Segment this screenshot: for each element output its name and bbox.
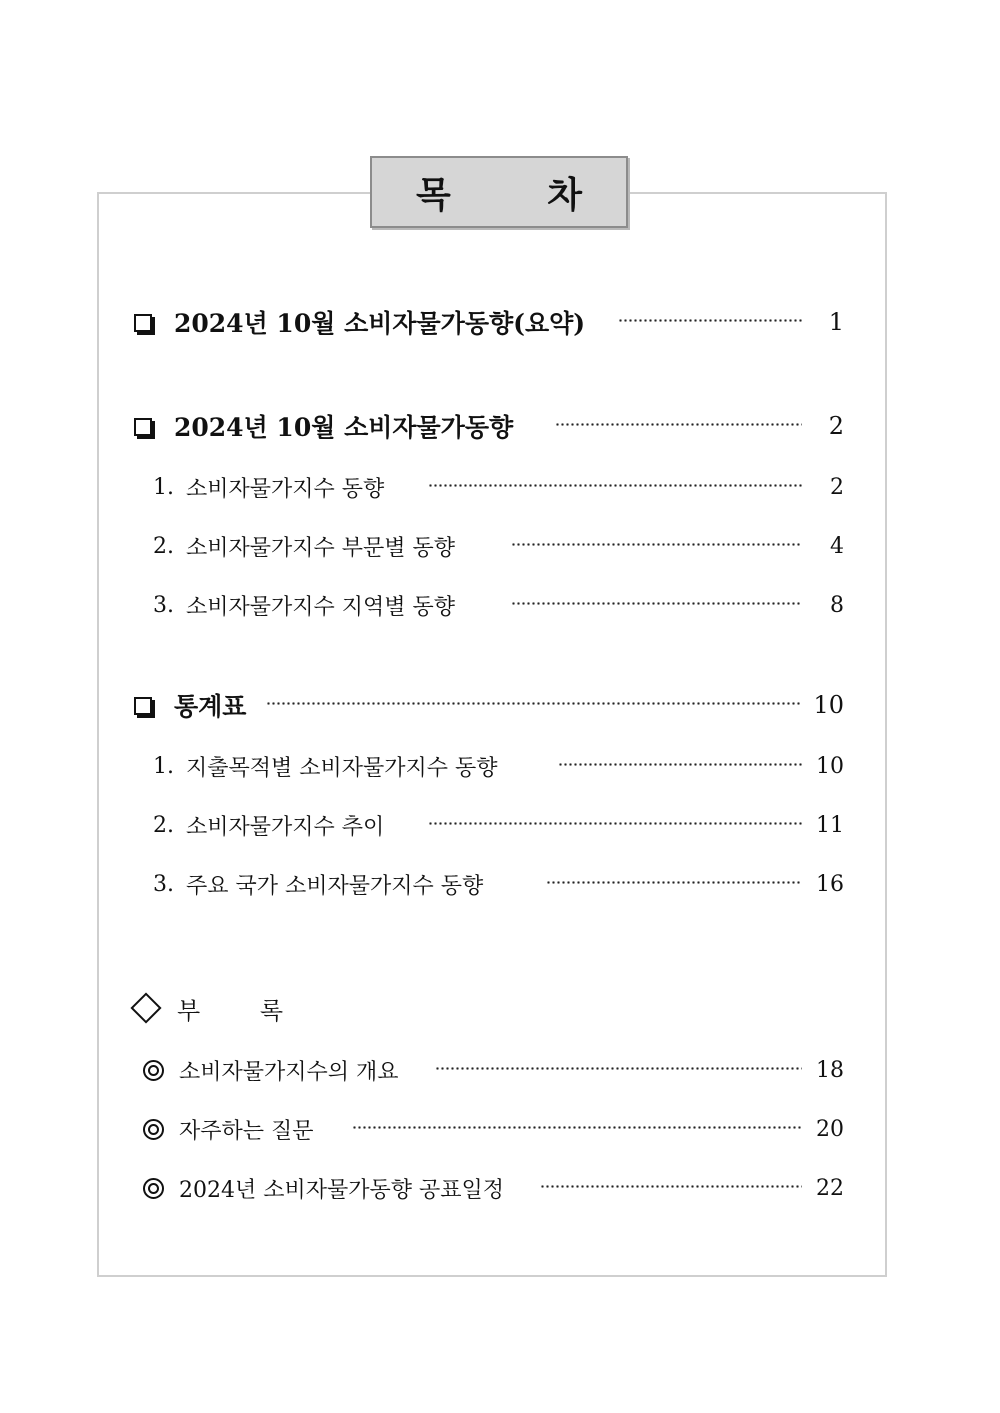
square-bullet-icon — [134, 697, 152, 715]
dot-leader — [352, 1126, 802, 1129]
dot-leader — [546, 881, 802, 884]
dot-leader — [540, 1185, 802, 1188]
page-number: 16 — [816, 871, 844, 897]
item-number: 3. — [153, 871, 174, 897]
page-number: 11 — [816, 812, 844, 838]
toc-item[interactable] — [0, 585, 1000, 625]
item-title: 2024년 소비자물가동향 공표일정 — [179, 1177, 504, 1203]
toc-section-tables[interactable] — [0, 685, 1000, 725]
toc-item[interactable] — [0, 805, 1000, 845]
appendix-label: 부 록 — [177, 996, 309, 1025]
dot-leader — [428, 822, 802, 825]
page-number: 4 — [830, 533, 844, 559]
appendix-heading — [130, 988, 309, 1028]
item-number: 1. — [153, 474, 174, 500]
item-number: 3. — [153, 592, 174, 618]
dot-leader — [555, 423, 802, 426]
page-number: 2 — [830, 474, 844, 500]
dot-leader — [558, 763, 802, 766]
item-number: 2. — [153, 533, 174, 559]
dot-leader — [266, 702, 802, 705]
section-title: 2024년 10월 소비자물가동향(요약) — [174, 309, 586, 338]
page-number: 8 — [830, 592, 844, 618]
double-circle-icon — [143, 1119, 164, 1140]
page-number: 20 — [816, 1116, 844, 1142]
page-number: 10 — [816, 753, 844, 779]
page-number: 22 — [816, 1175, 844, 1201]
toc-item[interactable] — [0, 746, 1000, 786]
item-title: 자주하는 질문 — [179, 1118, 314, 1144]
dot-leader — [435, 1067, 802, 1070]
dot-leader — [618, 319, 802, 322]
toc-title: 목 차 — [415, 174, 625, 216]
toc-item[interactable] — [0, 467, 1000, 507]
toc-title-box — [370, 156, 628, 228]
double-circle-icon — [143, 1060, 164, 1081]
item-number: 2. — [153, 812, 174, 838]
square-bullet-icon — [134, 418, 152, 436]
item-title: 소비자물가지수 부문별 동향 — [186, 535, 456, 561]
page-number: 2 — [828, 412, 844, 440]
toc-item[interactable] — [0, 526, 1000, 566]
dot-leader — [511, 602, 802, 605]
section-title: 통계표 — [174, 692, 247, 721]
item-title: 소비자물가지수 지역별 동향 — [186, 594, 456, 620]
page-number: 1 — [828, 308, 844, 336]
toc-item[interactable] — [0, 864, 1000, 904]
double-circle-icon — [143, 1178, 164, 1199]
appendix-item[interactable] — [0, 1168, 1000, 1208]
item-title: 소비자물가지수 동향 — [186, 476, 385, 502]
dot-leader — [511, 543, 802, 546]
appendix-item[interactable] — [0, 1109, 1000, 1149]
item-number: 1. — [153, 753, 174, 779]
toc-section-trend[interactable] — [0, 406, 1000, 446]
page-number: 18 — [816, 1057, 844, 1083]
dot-leader — [428, 484, 802, 487]
item-title: 소비자물가지수 추이 — [186, 814, 385, 840]
item-title: 소비자물가지수의 개요 — [179, 1059, 399, 1085]
item-title: 지출목적별 소비자물가지수 동향 — [186, 755, 498, 781]
appendix-item[interactable] — [0, 1050, 1000, 1090]
item-title: 주요 국가 소비자물가지수 동향 — [186, 873, 484, 899]
section-title: 2024년 10월 소비자물가동향 — [174, 413, 514, 442]
toc-section-summary[interactable] — [0, 302, 1000, 342]
square-bullet-icon — [134, 314, 152, 332]
diamond-icon — [130, 992, 161, 1023]
page-number: 10 — [813, 691, 844, 719]
